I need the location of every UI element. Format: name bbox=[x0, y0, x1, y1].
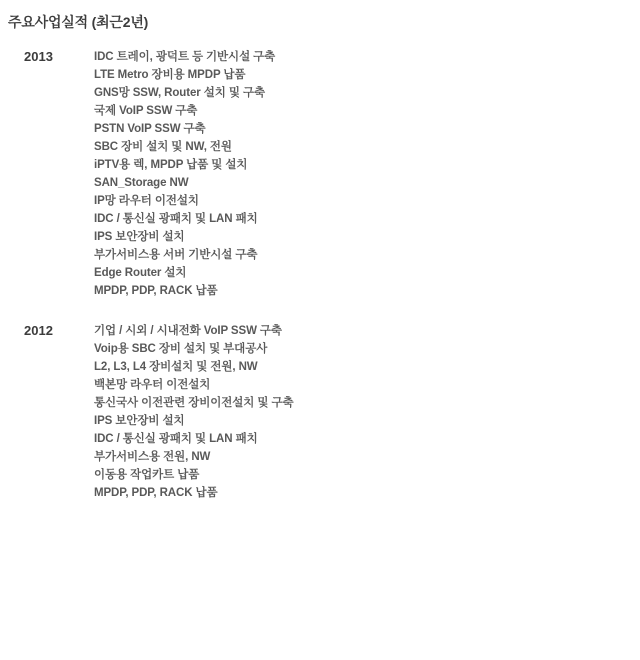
year-section-2013 bbox=[0, 48, 640, 300]
list-item: IPS 보안장비 설치 bbox=[94, 415, 185, 427]
list-item: 이동용 작업카트 납품 bbox=[94, 469, 200, 481]
list-item: 통신국사 이전관련 장비이전설치 및 구축 bbox=[94, 397, 294, 409]
list-item: GNS망 SSW, Router 설치 및 구축 bbox=[94, 87, 265, 99]
page-title: 주요사업실적 (최근2년) bbox=[8, 14, 149, 30]
list-item: iPTV용 렉, MPDP 납품 및 설치 bbox=[94, 159, 248, 171]
list-item: MPDP, PDP, RACK 납품 bbox=[94, 487, 218, 499]
list-item: IDC / 통신실 광패치 및 LAN 패치 bbox=[94, 213, 258, 225]
list-item: IDC / 통신실 광패치 및 LAN 패치 bbox=[94, 433, 258, 445]
list-item: PSTN VoIP SSW 구축 bbox=[94, 123, 206, 135]
list-item: 부가서비스용 전원, NW bbox=[94, 451, 211, 463]
list-item: 백본망 라우터 이전설치 bbox=[94, 379, 211, 391]
list-item: SAN_Storage NW bbox=[94, 177, 189, 189]
year-section-2012 bbox=[0, 322, 640, 502]
list-item: 기업 / 시외 / 시내전화 VoIP SSW 구축 bbox=[94, 325, 282, 337]
list-item: SBC 장비 설치 및 NW, 전원 bbox=[94, 141, 232, 153]
list-item: 부가서비스용 서버 기반시설 구축 bbox=[94, 249, 258, 261]
list-item: Voip용 SBC 장비 설치 및 부대공사 bbox=[94, 343, 268, 355]
list-item: Edge Router 설치 bbox=[94, 267, 187, 279]
list-item: MPDP, PDP, RACK 납품 bbox=[94, 285, 218, 297]
achievement-list-2013 bbox=[66, 48, 275, 300]
list-item: IPS 보안장비 설치 bbox=[94, 231, 185, 243]
list-item: L2, L3, L4 장비설치 및 전원, NW bbox=[94, 361, 258, 373]
achievement-list-2012 bbox=[66, 322, 294, 502]
list-item: 국제 VoIP SSW 구축 bbox=[94, 105, 198, 117]
list-item: IDC 트레이, 광덕트 등 기반시설 구축 bbox=[94, 51, 276, 63]
year-label: 2013 bbox=[24, 49, 53, 64]
list-item: LTE Metro 장비용 MPDP 납품 bbox=[94, 69, 246, 81]
performance-sections bbox=[0, 48, 640, 502]
list-item: IP망 라우터 이전설치 bbox=[94, 195, 199, 207]
year-label: 2012 bbox=[24, 323, 53, 338]
